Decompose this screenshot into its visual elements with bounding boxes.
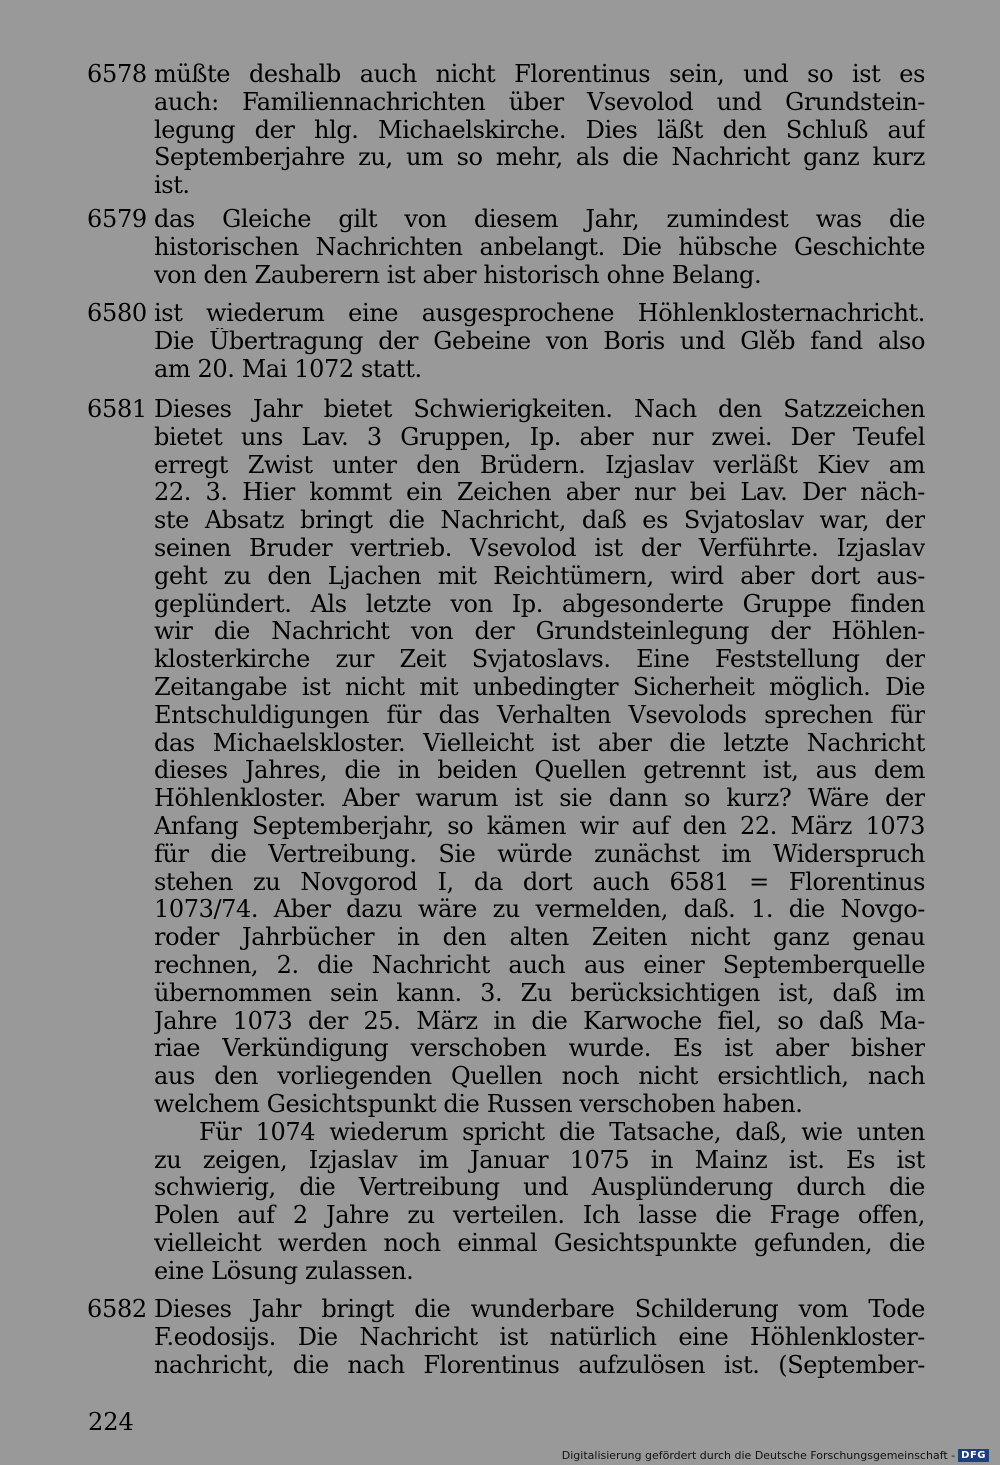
entry-text bbox=[154, 61, 925, 200]
entry-6578 bbox=[87, 61, 925, 200]
entry-6582 bbox=[87, 1296, 925, 1379]
text-line: klosterkirche zur Zeit Svjatoslavs. Eine Feststellung der bbox=[154, 646, 925, 674]
entry-text bbox=[154, 206, 925, 289]
text-line: 22. 3. Hier kommt ein Zeichen aber nur bei Lav. Der näch- bbox=[154, 479, 925, 507]
text-line: seinen Bruder vertrieb. Vsevolod ist der Verführte. Izjaslav bbox=[154, 534, 925, 562]
text-line: Jahre 1073 der 25. März in die Karwoche fiel, so daß Ma- bbox=[154, 1007, 925, 1035]
entry-text bbox=[154, 300, 925, 383]
footer-text: Digitalisierung gefördert durch die Deutsche Forschungsgemeinschaft - bbox=[561, 1449, 956, 1462]
text-line: geplündert. Als letzte von Ip. abgesonderte Gruppe finden bbox=[154, 590, 925, 618]
entry-text bbox=[154, 396, 925, 1286]
text-line: roder Jahrbücher in den alten Zeiten nicht ganz genau bbox=[154, 924, 925, 952]
text-line: auch: Familiennachrichten über Vsevolod und Grundstein- bbox=[154, 88, 925, 116]
text-line: übernommen sein kann. 3. Zu berücksichtigen ist, daß im bbox=[154, 979, 925, 1007]
entry-number: 6578 bbox=[87, 60, 147, 88]
text-line: schwierig, die Vertreibung und Ausplünderung durch die bbox=[154, 1174, 925, 1202]
digitization-footer bbox=[562, 1449, 989, 1462]
text-line: Dieses Jahr bringt die wunderbare Schilderung vom Tode bbox=[154, 1296, 925, 1323]
text-line: Dieses Jahr bietet Schwierigkeiten. Nach den Satzzeichen bbox=[154, 396, 925, 423]
text-line: legung der hlg. Michaelskirche. Dies läßt den Schluß auf bbox=[154, 116, 925, 144]
text-line: Entschuldigungen für das Verhalten Vsevolods sprechen für bbox=[154, 701, 925, 729]
text-line: Septemberjahre zu, um so mehr, als die Nachricht ganz kurz bbox=[154, 144, 925, 172]
text-line: wir die Nachricht von der Grundsteinlegung der Höhlen- bbox=[154, 618, 925, 646]
text-line: Höhlenkloster. Aber warum ist sie dann so kurz? Wäre der bbox=[154, 785, 925, 813]
entry-number: 6582 bbox=[87, 1295, 147, 1323]
text-line: das Michaelskloster. Vielleicht ist aber die letzte Nachricht bbox=[154, 729, 925, 757]
text-line: zu zeigen, Izjaslav im Januar 1075 in Mainz ist. Es ist bbox=[154, 1146, 925, 1174]
text-line: Die Übertragung der Gebeine von Boris und Glěb fand also bbox=[154, 327, 925, 355]
text-line: vielleicht werden noch einmal Gesichtspunkte gefunden, die bbox=[154, 1229, 925, 1257]
text-line: von den Zauberern ist aber historisch ohne Belang. bbox=[154, 261, 762, 289]
entry-number: 6581 bbox=[87, 395, 147, 423]
text-line: F.eodosijs. Die Nachricht ist natürlich eine Höhlenkloster- bbox=[154, 1323, 925, 1351]
text-line: Polen auf 2 Jahre zu verteilen. Ich lasse die Frage offen, bbox=[154, 1202, 925, 1230]
text-line: ste Absatz bringt die Nachricht, daß es Svjatoslav war, der bbox=[154, 507, 925, 535]
dfg-logo-icon: DFG bbox=[958, 1449, 989, 1462]
entry-number: 6580 bbox=[87, 299, 147, 327]
text-line: aus den vorliegenden Quellen noch nicht ersichtlich, nach bbox=[154, 1063, 925, 1091]
text-line: Für 1074 wiederum spricht die Tatsache, daß, wie unten bbox=[199, 1118, 925, 1146]
text-line: welchem Gesichtspunkt die Russen verschoben haben. bbox=[154, 1090, 803, 1118]
text-line: erregt Zwist unter den Brüdern. Izjaslav verläßt Kiev am bbox=[154, 451, 925, 479]
text-line: nachricht, die nach Florentinus aufzulösen ist. (September- bbox=[154, 1351, 925, 1379]
text-line: für die Vertreibung. Sie würde zunächst im Widerspruch bbox=[154, 840, 925, 868]
text-line: historischen Nachrichten anbelangt. Die hübsche Geschichte bbox=[154, 233, 925, 261]
entry-6579 bbox=[87, 206, 925, 289]
text-line: Zeitangabe ist nicht mit unbedingter Sicherheit möglich. Die bbox=[154, 673, 925, 701]
text-line: ist wiederum eine ausgesprochene Höhlenklosternachricht. bbox=[154, 300, 925, 327]
entry-6581 bbox=[87, 396, 925, 1286]
text-line: das Gleiche gilt von diesem Jahr, zumindest was die bbox=[154, 206, 925, 233]
text-line: eine Lösung zulassen. bbox=[154, 1257, 414, 1285]
text-line: ist. bbox=[154, 172, 190, 200]
entry-6580 bbox=[87, 300, 925, 383]
text-line: riae Verkündigung verschoben wurde. Es ist aber bisher bbox=[154, 1035, 925, 1063]
text-line: geht zu den Ljachen mit Reichtümern, wird aber dort aus- bbox=[154, 562, 925, 590]
entry-number: 6579 bbox=[87, 205, 147, 233]
text-line: am 20. Mai 1072 statt. bbox=[154, 355, 422, 383]
text-line: stehen zu Novgorod I, da dort auch 6581 = Florentinus bbox=[154, 868, 925, 896]
page-number: 224 bbox=[88, 1408, 134, 1436]
text-line: Anfang Septemberjahr, so kämen wir auf den 22. März 1073 bbox=[154, 812, 925, 840]
text-line: dieses Jahres, die in beiden Quellen getrennt ist, aus dem bbox=[154, 757, 925, 785]
text-line: müßte deshalb auch nicht Florentinus sein, und so ist es bbox=[154, 61, 925, 88]
text-line: bietet uns Lav. 3 Gruppen, Ip. aber nur zwei. Der Teufel bbox=[154, 423, 925, 451]
text-line: 1073/74. Aber dazu wäre zu vermelden, daß. 1. die Novgo- bbox=[154, 896, 925, 924]
entry-text bbox=[154, 1296, 925, 1379]
text-line: rechnen, 2. die Nachricht auch aus einer Septemberquelle bbox=[154, 951, 925, 979]
